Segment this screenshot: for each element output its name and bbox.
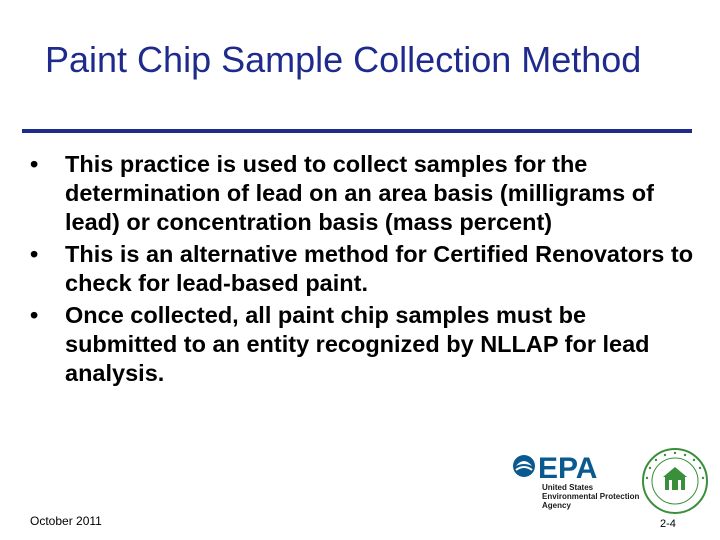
epa-wordmark: EPA <box>538 452 598 485</box>
bullet-marker: • <box>30 151 39 177</box>
bullet-item <box>30 150 700 237</box>
bullet-item <box>30 240 700 298</box>
epa-line-3: Agency <box>542 501 571 510</box>
title-underline <box>22 129 692 133</box>
bullet-text: This is an alternative method for Certified Renovators to check for lead-based paint. <box>65 241 694 296</box>
bullet-list <box>30 150 700 391</box>
epa-flower-icon <box>513 455 535 477</box>
epa-line-2: Environmental Protection <box>542 492 640 501</box>
bullet-marker: • <box>30 302 39 328</box>
bullet-item <box>30 301 700 388</box>
bullet-text: This practice is used to collect samples for the determination of lead on an area basis (milligrams of lead) or concentration basis (mass percent) <box>65 151 654 235</box>
page-number: 2-4 <box>660 518 676 530</box>
hud-seal-logo <box>640 446 710 516</box>
footer-date: October 2011 <box>30 514 102 528</box>
epa-logo <box>510 450 640 512</box>
bullet-text: Once collected, all paint chip samples must be submitted to an entity recognized by NLLAP for lead analysis. <box>65 302 650 386</box>
slide-title: Paint Chip Sample Collection Method <box>45 39 642 80</box>
bullet-marker: • <box>30 241 39 267</box>
epa-line-1: United States <box>542 483 594 492</box>
